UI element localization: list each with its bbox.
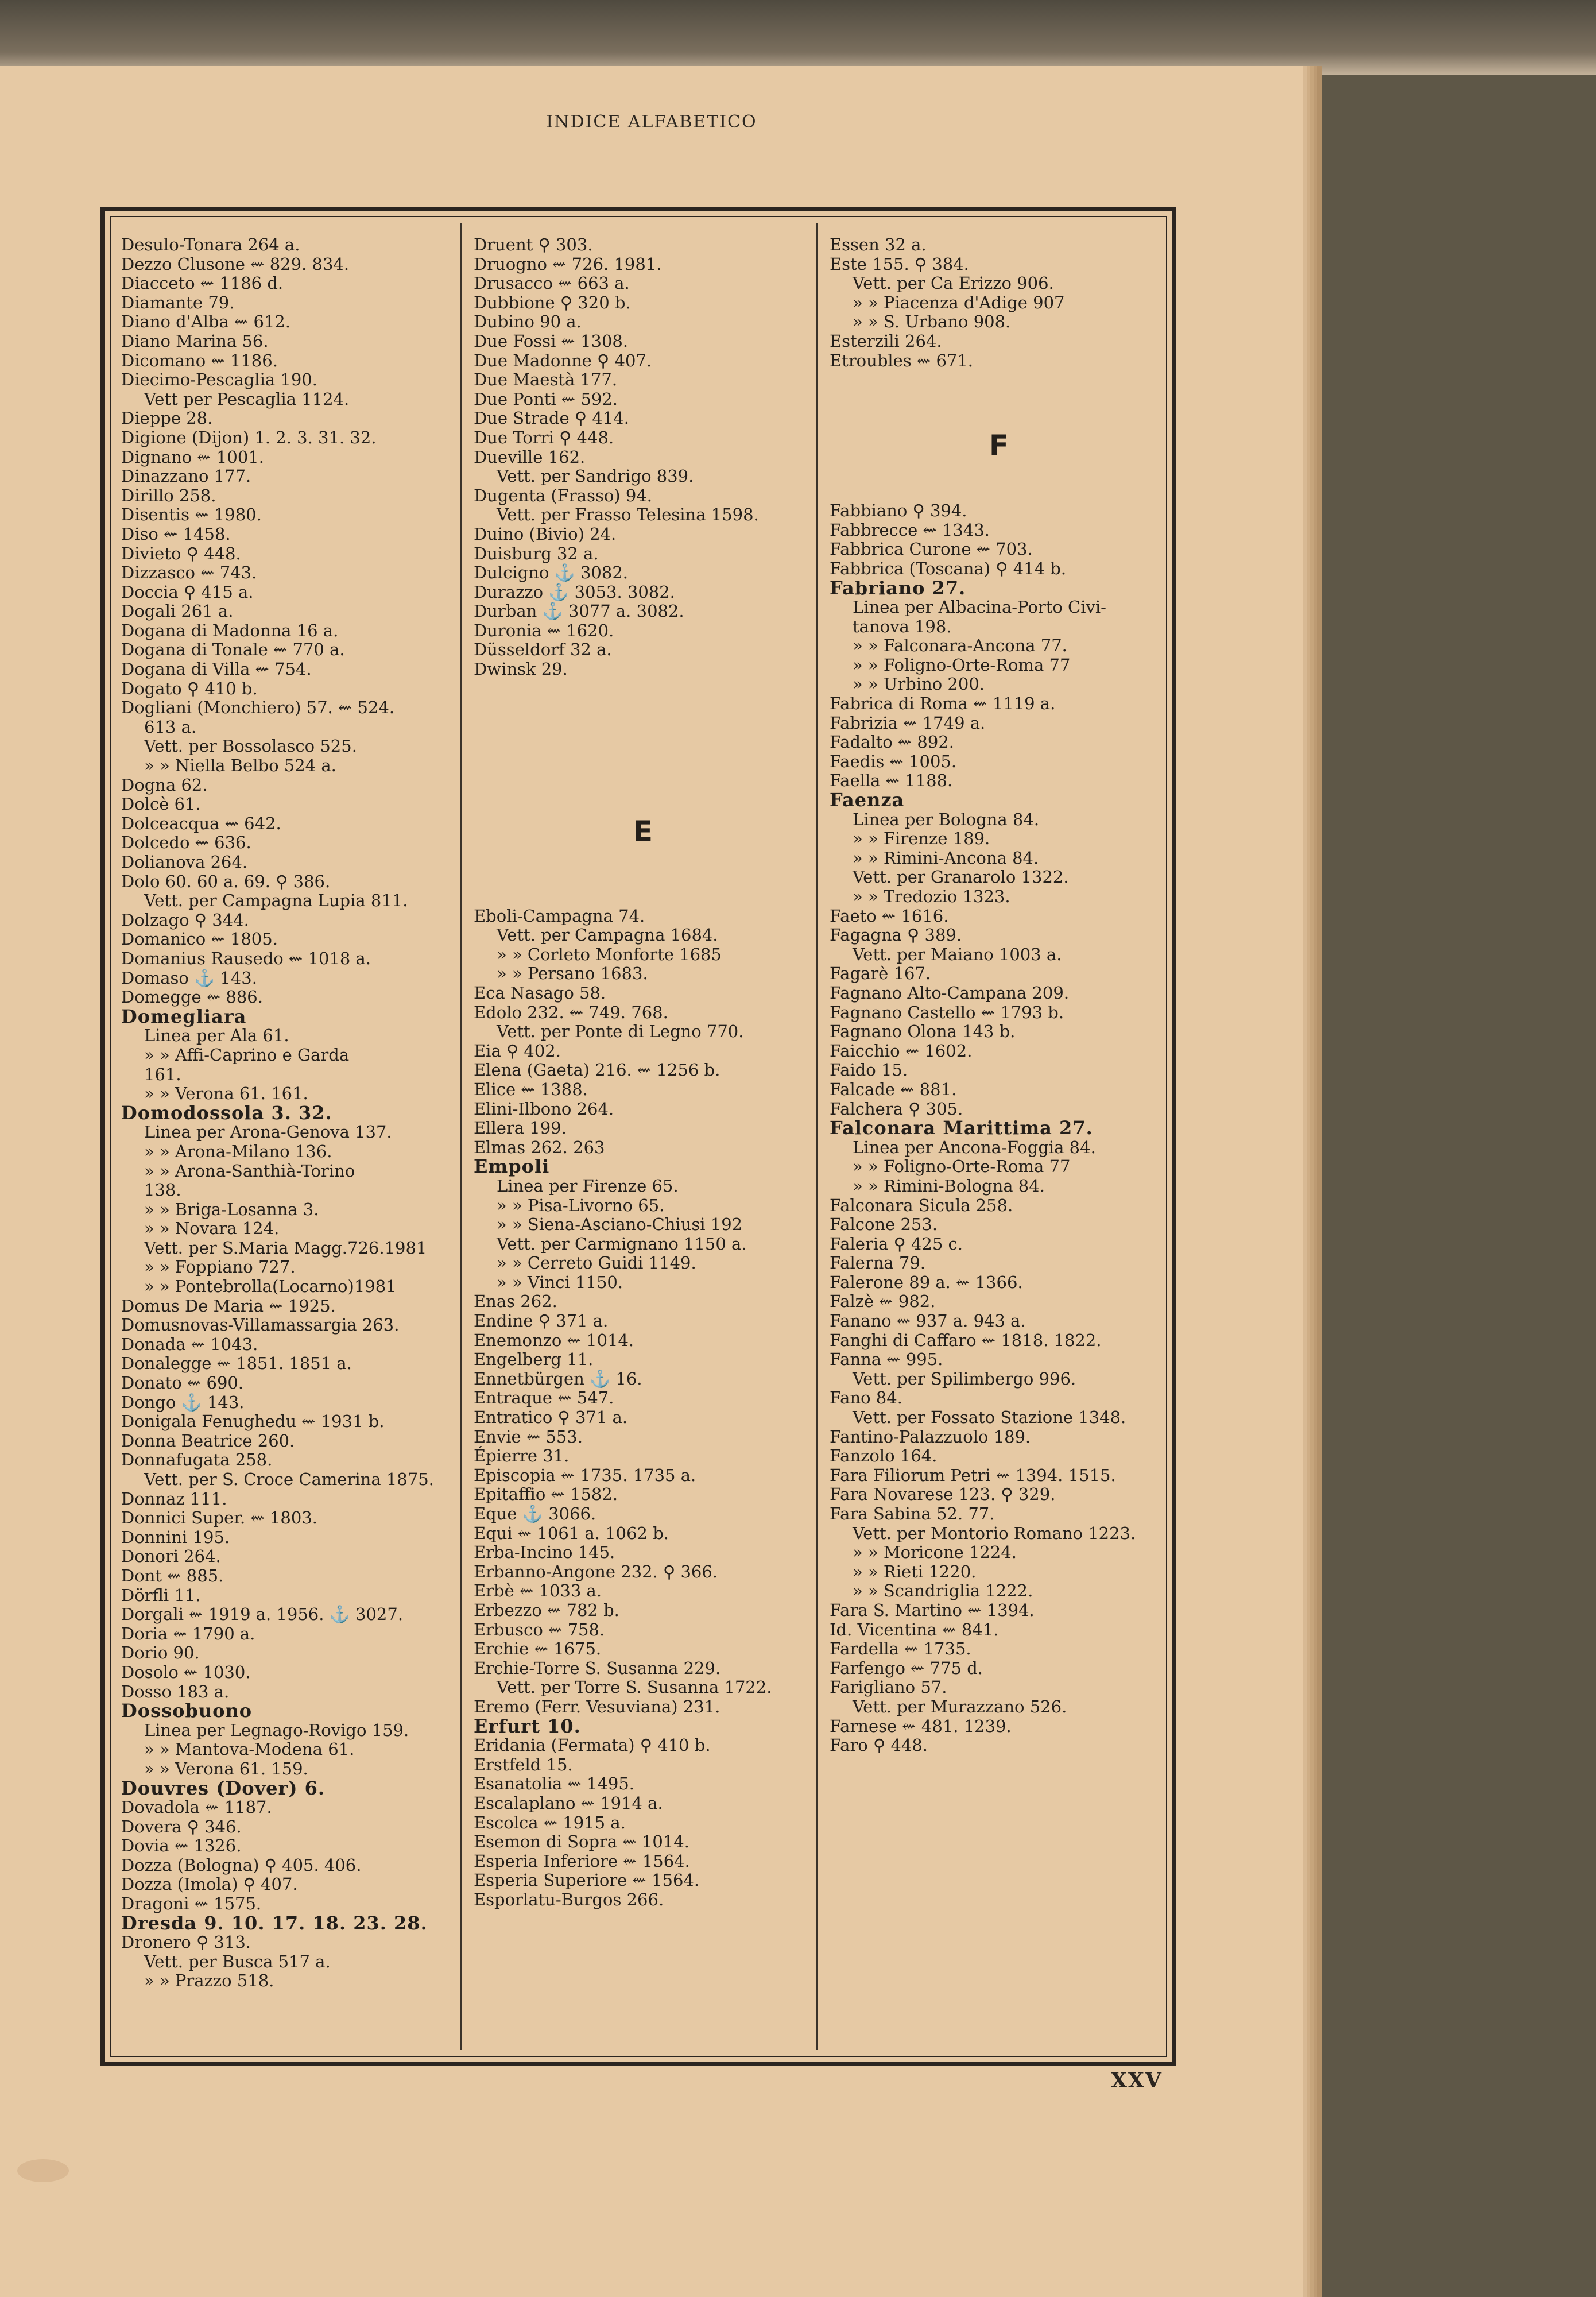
paper-stain: [17, 2159, 69, 2182]
index-entry: Erstfeld 15.: [474, 1754, 573, 1774]
index-entry: Dogato ⚲ 410 b.: [121, 678, 258, 698]
index-entry: » » Verona 61. 161.: [144, 1084, 308, 1104]
index-entry: Falconara Sicula 258.: [830, 1195, 1013, 1215]
index-entry: Faicchio ⇜ 1602.: [830, 1041, 973, 1061]
index-entry: Elice ⇜ 1388.: [474, 1079, 588, 1099]
index-column-3: [830, 235, 1168, 1755]
index-entry: Doccia ⚲ 415 a.: [121, 582, 254, 602]
index-entry: Fanna ⇜ 995.: [830, 1349, 943, 1370]
spacer: [474, 849, 812, 868]
index-entry: Linea per Ancona-Foggia 84.: [853, 1137, 1096, 1157]
index-entry: Dizzasco ⇜ 743.: [121, 563, 257, 583]
spacer: [474, 679, 812, 699]
index-entry: Ennetbürgen ⚓ 16.: [474, 1368, 642, 1389]
index-entry: » » Corleto Monforte 1685: [497, 944, 722, 964]
index-entry: Dulcigno ⚓ 3082.: [474, 563, 628, 583]
index-entry: Donigala Fenughedu ⇜ 1931 b.: [121, 1412, 385, 1432]
index-entry: Equi ⇜ 1061 a. 1062 b.: [474, 1523, 669, 1543]
index-entry: Dolcedo ⇜ 636.: [121, 833, 251, 853]
index-entry: Diso ⇜ 1458.: [121, 524, 231, 544]
index-entry: » » Foligno-Orte-Roma 77: [853, 655, 1071, 675]
index-entry: Faeto ⇜ 1616.: [830, 906, 949, 926]
index-entry: Épierre 31.: [474, 1446, 570, 1466]
index-entry: Vett. per Sandrigo 839.: [497, 466, 694, 486]
index-entry: Diacceto ⇜ 1186 d.: [121, 273, 284, 293]
index-entry: Domegge ⇜ 886.: [121, 987, 263, 1007]
index-entry: Vett. per Maiano 1003 a.: [853, 944, 1062, 964]
index-entry: Due Madonne ⚲ 407.: [474, 350, 652, 370]
index-entry: Eia ⚲ 402.: [474, 1041, 561, 1061]
index-heading: Dresda 9. 10. 17. 18. 23. 28.: [121, 1912, 428, 1934]
index-entry: Donnaz 111.: [121, 1488, 227, 1509]
index-entry: Erbusco ⇜ 758.: [474, 1619, 605, 1639]
spacer: [830, 463, 1168, 482]
index-entry: Dolceacqua ⇜ 642.: [121, 813, 281, 833]
index-entry: Donna Beatrice 260.: [121, 1430, 295, 1451]
index-entry: Dosso 183 a.: [121, 1681, 230, 1702]
index-entry: Fagnano Alto-Campana 209.: [830, 983, 1070, 1003]
index-entry: Fara Novarese 123. ⚲ 329.: [830, 1484, 1056, 1505]
index-entry: Falzè ⇜ 982.: [830, 1291, 936, 1312]
index-entry: Fanano ⇜ 937 a. 943 a.: [830, 1311, 1026, 1331]
index-entry: Esporlatu-Burgos 266.: [474, 1889, 664, 1909]
index-entry: » » S. Urbano 908.: [853, 312, 1011, 332]
index-entry: Fardella ⇜ 1735.: [830, 1639, 971, 1659]
index-entry: Vett. per Frasso Telesina 1598.: [497, 505, 759, 525]
index-entry: » » Foligno-Orte-Roma 77: [853, 1157, 1071, 1177]
index-entry: Faido 15.: [830, 1060, 908, 1080]
index-entry: Erchie-Torre S. Susanna 229.: [474, 1658, 721, 1678]
index-entry: Falerna 79.: [830, 1253, 926, 1273]
index-entry: Eque ⚓ 3066.: [474, 1504, 596, 1523]
index-entry: Engelberg 11.: [474, 1349, 594, 1370]
index-entry: » » Scandriglia 1222.: [853, 1581, 1033, 1601]
index-entry: Vett. per Spilimbergo 996.: [853, 1368, 1076, 1389]
index-entry: Diano Marina 56.: [121, 331, 269, 351]
index-entry: Dragoni ⇜ 1575.: [121, 1894, 262, 1914]
spacer: [474, 718, 812, 737]
index-entry: Farigliano 57.: [830, 1677, 947, 1697]
index-entry: Donnini 195.: [121, 1527, 230, 1547]
index-heading: Fabriano 27.: [830, 577, 966, 599]
spacer: [830, 370, 1168, 390]
index-entry: Vett per Pescaglia 1124.: [144, 389, 350, 409]
index-entry: Eboli-Campagna 74.: [474, 906, 645, 926]
index-entry: Eca Nasago 58.: [474, 983, 606, 1003]
index-entry: Vett. per Bossolasco 525.: [144, 736, 357, 756]
index-entry: Fagnano Olona 143 b.: [830, 1022, 1016, 1042]
index-entry: Dörfli 11.: [121, 1585, 201, 1605]
index-entry: Disentis ⇜ 1980.: [121, 505, 262, 525]
index-entry: Fara S. Martino ⇜ 1394.: [830, 1600, 1035, 1620]
index-heading: Douvres (Dover) 6.: [121, 1777, 326, 1799]
index-entry: Doria ⇜ 1790 a.: [121, 1623, 255, 1644]
index-entry: Vett. per Montorio Romano 1223.: [853, 1523, 1136, 1543]
index-entry: Fara Filiorum Petri ⇜ 1394. 1515.: [830, 1465, 1116, 1485]
index-entry: Dozza (Imola) ⚲ 407.: [121, 1874, 298, 1894]
index-entry: Etroubles ⇜ 671.: [830, 350, 974, 370]
index-entry: Vett. per S.Maria Magg.726.1981: [144, 1238, 427, 1258]
index-entry: Dosolo ⇜ 1030.: [121, 1662, 251, 1682]
index-entry: Vett. per S. Croce Camerina 1875.: [144, 1470, 434, 1489]
index-entry: » » Firenze 189.: [853, 829, 990, 849]
index-entry: Enas 262.: [474, 1291, 557, 1312]
index-entry: Este 155. ⚲ 384.: [830, 254, 969, 274]
index-entry: Essen 32 a.: [830, 235, 927, 254]
index-entry: Esperia Superiore ⇜ 1564.: [474, 1870, 700, 1890]
index-entry: Dogali 261 a.: [121, 601, 234, 621]
index-entry: Fano 84.: [830, 1388, 902, 1408]
index-entry: Eridania (Fermata) ⚲ 410 b.: [474, 1735, 711, 1755]
index-entry: Desulo-Tonara 264 a.: [121, 235, 300, 254]
index-entry: » » Vinci 1150.: [497, 1272, 623, 1292]
index-entry: Due Strade ⚲ 414.: [474, 408, 629, 428]
index-entry: » » Piacenza d'Adige 907: [853, 292, 1065, 312]
index-entry: 138.: [144, 1180, 181, 1200]
index-entry: Donada ⇜ 1043.: [121, 1334, 258, 1354]
spacer: [474, 868, 812, 887]
index-entry: Dorio 90.: [121, 1643, 200, 1663]
index-entry: Druogno ⇜ 726. 1981.: [474, 254, 662, 274]
index-entry: Vett. per Ca Erizzo 906.: [853, 273, 1054, 293]
spacer: [474, 737, 812, 756]
index-entry: Fara Sabina 52. 77.: [830, 1504, 995, 1523]
index-entry: » » Rimini-Ancona 84.: [853, 848, 1039, 868]
index-entry: Linea per Bologna 84.: [853, 809, 1040, 829]
spacer: [830, 409, 1168, 428]
spacer: [474, 887, 812, 907]
index-entry: » » Briga-Losanna 3.: [144, 1199, 319, 1219]
index-heading: Erfurt 10.: [474, 1715, 581, 1737]
index-entry: Dueville 162.: [474, 447, 586, 467]
index-entry: » » Rieti 1220.: [853, 1561, 977, 1581]
index-entry: Epitaffio ⇜ 1582.: [474, 1484, 618, 1505]
index-entry: » » Pontebrolla(Locarno)1981: [144, 1277, 397, 1297]
index-entry: Enemonzo ⇜ 1014.: [474, 1330, 634, 1350]
index-entry: Esperia Inferiore ⇜ 1564.: [474, 1851, 690, 1871]
index-entry: Erchie ⇜ 1675.: [474, 1639, 602, 1659]
index-entry: Domus De Maria ⇜ 1925.: [121, 1296, 336, 1316]
index-entry: Linea per Firenze 65.: [497, 1175, 679, 1196]
index-entry: » » Arona-Milano 136.: [144, 1141, 332, 1161]
index-entry: Donato ⇜ 690.: [121, 1373, 244, 1393]
index-frame: [100, 207, 1176, 2066]
index-entry: Fabrica di Roma ⇜ 1119 a.: [830, 694, 1056, 714]
index-entry: Linea per Arona-Genova 137.: [144, 1122, 392, 1142]
index-entry: Dongo ⚓ 143.: [121, 1392, 245, 1412]
index-entry: Faro ⚲ 448.: [830, 1735, 928, 1755]
index-entry: » » Mantova-Modena 61.: [144, 1739, 355, 1760]
index-entry: Elini-Ilbono 264.: [474, 1099, 614, 1119]
index-entry: Diecimo-Pescaglia 190.: [121, 370, 317, 390]
index-entry: » » Novara 124.: [144, 1219, 280, 1239]
index-entry: Dogana di Madonna 16 a.: [121, 620, 339, 640]
index-entry: Domanico ⇜ 1805.: [121, 929, 278, 949]
index-entry: Fantino-Palazzuolo 189.: [830, 1426, 1031, 1447]
index-entry: Elmas 262. 263: [474, 1137, 605, 1157]
index-entry: Dogna 62.: [121, 775, 208, 795]
index-entry: Linea per Legnago-Rovigo 159.: [144, 1720, 409, 1740]
index-entry: Episcopia ⇜ 1735. 1735 a.: [474, 1465, 696, 1485]
index-entry: Dovia ⇜ 1326.: [121, 1836, 242, 1856]
index-entry: Düsseldorf 32 a.: [474, 640, 612, 660]
index-entry: Donnici Super. ⇜ 1803.: [121, 1508, 317, 1528]
index-heading: Dossobuono: [121, 1700, 253, 1722]
index-entry: Vett. per Campagna 1684.: [497, 925, 718, 945]
index-entry: Dovera ⚲ 346.: [121, 1816, 242, 1836]
index-entry: Donnafugata 258.: [121, 1450, 273, 1470]
index-entry: Diano d'Alba ⇜ 612.: [121, 312, 291, 332]
index-entry: » » Verona 61. 159.: [144, 1758, 308, 1778]
index-entry: Duino (Bivio) 24.: [474, 524, 617, 544]
section-letter: E: [633, 814, 653, 848]
index-entry: » » Pisa-Livorno 65.: [497, 1195, 665, 1215]
index-entry: Dezzo Clusone ⇜ 829. 834.: [121, 254, 350, 274]
index-heading: Domegliara: [121, 1005, 247, 1027]
index-entry: Fanghi di Caffaro ⇜ 1818. 1822.: [830, 1330, 1102, 1350]
index-entry: Vett. per Busca 517 a.: [144, 1951, 331, 1971]
scan-border: [0, 0, 1596, 75]
index-entry: Esterzili 264.: [830, 331, 942, 351]
index-entry: Dolo 60. 60 a. 69. ⚲ 386.: [121, 871, 331, 891]
index-entry: Vett. per Fossato Stazione 1348.: [853, 1407, 1126, 1428]
index-entry: Linea per Albacina-Porto Civi-: [853, 597, 1106, 617]
spacer: [474, 776, 812, 795]
index-entry: Falcade ⇜ 881.: [830, 1079, 957, 1099]
index-entry: Esanatolia ⇜ 1495.: [474, 1774, 635, 1794]
index-entry: tanova 198.: [853, 616, 952, 636]
index-entry: Durazzo ⚓ 3053. 3082.: [474, 582, 675, 602]
index-column-2: [474, 235, 812, 1909]
index-entry: Drusacco ⇜ 663 a.: [474, 273, 630, 293]
index-entry: Dorgali ⇜ 1919 a. 1956. ⚓ 3027.: [121, 1604, 404, 1625]
index-entry: Escolca ⇜ 1915 a.: [474, 1812, 626, 1832]
index-entry: Farfengo ⇜ 775 d.: [830, 1658, 983, 1678]
index-entry: Escalaplano ⇜ 1914 a.: [474, 1793, 663, 1813]
index-entry: Druent ⚲ 303.: [474, 235, 593, 254]
index-entry: Fanzolo 164.: [830, 1446, 938, 1466]
index-entry: Falcone 253.: [830, 1215, 938, 1235]
page-header: INDICE ALFABETICO: [546, 112, 757, 132]
index-entry: Id. Vicentina ⇜ 841.: [830, 1619, 999, 1639]
index-entry: Faella ⇜ 1188.: [830, 771, 953, 791]
index-entry: Falchera ⚲ 305.: [830, 1099, 963, 1119]
index-entry: » » Prazzo 518.: [144, 1971, 274, 1991]
index-entry: Falerone 89 a. ⇜ 1366.: [830, 1272, 1023, 1292]
index-entry: Duronia ⇜ 1620.: [474, 620, 614, 640]
index-entry: Dovadola ⇜ 1187.: [121, 1797, 272, 1818]
index-entry: Digione (Dijon) 1. 2. 3. 31. 32.: [121, 427, 377, 447]
spacer: [474, 756, 812, 776]
index-heading: Faenza: [830, 789, 905, 811]
index-entry: Entratico ⚲ 371 a.: [474, 1407, 628, 1428]
index-entry: Fagnano Castello ⇜ 1793 b.: [830, 1002, 1064, 1022]
index-entry: Fadalto ⇜ 892.: [830, 732, 954, 752]
index-entry: Donori 264.: [121, 1546, 221, 1567]
index-entry: Domaso ⚓ 143.: [121, 968, 257, 988]
index-entry: Dozza (Bologna) ⚲ 405. 406.: [121, 1855, 362, 1875]
index-entry: Diamante 79.: [121, 292, 235, 312]
index-entry: Ellera 199.: [474, 1118, 567, 1138]
index-entry: Dubbione ⚲ 320 b.: [474, 292, 631, 312]
index-entry: » » Cerreto Guidi 1149.: [497, 1253, 696, 1273]
index-entry: Dont ⇜ 885.: [121, 1565, 224, 1586]
index-entry: Fabbrica Curone ⇜ 703.: [830, 539, 1033, 559]
spacer: [830, 482, 1168, 502]
index-entry: Linea per Ala 61.: [144, 1026, 289, 1046]
index-entry: Donalegge ⇜ 1851. 1851 a.: [121, 1354, 352, 1374]
index-entry: Edolo 232. ⇜ 749. 768.: [474, 1002, 668, 1022]
index-entry: Due Maestà 177.: [474, 370, 618, 390]
spacer: [830, 390, 1168, 409]
index-entry: » » Affi-Caprino e Garda: [144, 1045, 350, 1065]
index-entry: Elena (Gaeta) 216. ⇜ 1256 b.: [474, 1060, 720, 1080]
index-entry: Dieppe 28.: [121, 408, 213, 428]
index-entry: Erba-Incino 145.: [474, 1542, 615, 1563]
index-heading: Empoli: [474, 1155, 550, 1178]
index-entry: Farnese ⇜ 481. 1239.: [830, 1716, 1012, 1736]
index-entry: Faedis ⇜ 1005.: [830, 751, 957, 771]
index-entry: Envie ⇜ 553.: [474, 1426, 583, 1447]
index-entry: Erbezzo ⇜ 782 b.: [474, 1600, 619, 1620]
index-entry: Dwinsk 29.: [474, 659, 568, 679]
index-entry: » » Rimini-Bologna 84.: [853, 1175, 1045, 1196]
index-entry: Due Torri ⚲ 448.: [474, 427, 614, 447]
index-entry: Dolzago ⚲ 344.: [121, 910, 249, 930]
index-entry: Fabbiano ⚲ 394.: [830, 501, 967, 521]
index-entry: Vett. per Ponte di Legno 770.: [497, 1022, 744, 1042]
index-entry: Dogana di Villa ⇜ 754.: [121, 659, 312, 679]
index-entry: Vett. per Granarolo 1322.: [853, 867, 1069, 887]
section-letter: F: [989, 428, 1009, 462]
index-entry: Erbanno-Angone 232. ⚲ 366.: [474, 1561, 718, 1581]
index-entry: Domusnovas-Villamassargia 263.: [121, 1315, 400, 1335]
index-entry: Fabbrecce ⇜ 1343.: [830, 520, 990, 540]
index-entry: Vett. per Torre S. Susanna 1722.: [497, 1677, 772, 1697]
index-entry: » » Arona-Santhià-Torino: [144, 1161, 355, 1181]
index-entry: » » Foppiano 727.: [144, 1257, 296, 1277]
index-entry: Domanius Rausedo ⇜ 1018 a.: [121, 948, 371, 968]
index-entry: Fagarè 167.: [830, 964, 931, 984]
index-entry: » » Niella Belbo 524 a.: [144, 756, 336, 776]
index-entry: Fabbrica (Toscana) ⚲ 414 b.: [830, 558, 1067, 578]
index-entry: Vett. per Carmignano 1150 a.: [497, 1233, 747, 1254]
column-divider: [816, 223, 818, 2050]
page-number: XXV: [1111, 2068, 1163, 2093]
index-entry: Eremo (Ferr. Vesuviana) 231.: [474, 1696, 720, 1716]
index-entry: Fagagna ⚲ 389.: [830, 925, 962, 945]
index-entry: » » Tredozio 1323.: [853, 887, 1010, 906]
index-entry: Due Ponti ⇜ 592.: [474, 389, 618, 409]
index-entry: 161.: [144, 1064, 181, 1084]
index-entry: Dolcè 61.: [121, 794, 201, 814]
spacer: [474, 698, 812, 718]
index-entry: » » Moricone 1224.: [853, 1542, 1017, 1563]
index-entry: Dogliani (Monchiero) 57. ⇜ 524.: [121, 698, 395, 718]
index-entry: Dugenta (Frasso) 94.: [474, 485, 652, 505]
index-entry: Erbè ⇜ 1033 a.: [474, 1581, 602, 1601]
index-entry: Esemon di Sopra ⇜ 1014.: [474, 1832, 689, 1852]
index-entry: Entraque ⇜ 547.: [474, 1388, 614, 1408]
index-entry: Divieto ⚲ 448.: [121, 543, 241, 563]
index-entry: Dronero ⚲ 313.: [121, 1932, 251, 1952]
index-entry: 613 a.: [144, 717, 197, 737]
index-entry: Vett. per Murazzano 526.: [853, 1696, 1067, 1716]
index-column-1: [121, 235, 460, 1991]
index-entry: Dubino 90 a.: [474, 312, 582, 332]
index-entry: Duisburg 32 a.: [474, 543, 599, 563]
index-entry: Dinazzano 177.: [121, 466, 251, 486]
index-entry: Endine ⚲ 371 a.: [474, 1311, 609, 1331]
index-entry: Durban ⚓ 3077 a. 3082.: [474, 601, 684, 621]
index-entry: » » Persano 1683.: [497, 964, 648, 984]
index-entry: Dirillo 258.: [121, 485, 216, 505]
spacer: [474, 795, 812, 814]
index-entry: » » Siena-Asciano-Chiusi 192: [497, 1215, 743, 1235]
index-heading: Falconara Marittima 27.: [830, 1117, 1093, 1139]
index-entry: Dogana di Tonale ⇜ 770 a.: [121, 640, 345, 660]
index-entry: Dicomano ⇜ 1186.: [121, 350, 278, 370]
index-entry: Faleria ⚲ 425 c.: [830, 1233, 963, 1254]
index-entry: Vett. per Campagna Lupia 811.: [144, 891, 408, 911]
index-entry: Due Fossi ⇜ 1308.: [474, 331, 629, 351]
index-entry: Fabrizia ⇜ 1749 a.: [830, 713, 986, 733]
index-entry: » » Falconara-Ancona 77.: [853, 636, 1067, 656]
index-entry: Dolianova 264.: [121, 852, 248, 872]
index-heading: Domodossola 3. 32.: [121, 1101, 332, 1124]
index-entry: » » Urbino 200.: [853, 674, 985, 694]
column-divider: [460, 223, 462, 2050]
index-entry: Dignano ⇜ 1001.: [121, 447, 264, 467]
